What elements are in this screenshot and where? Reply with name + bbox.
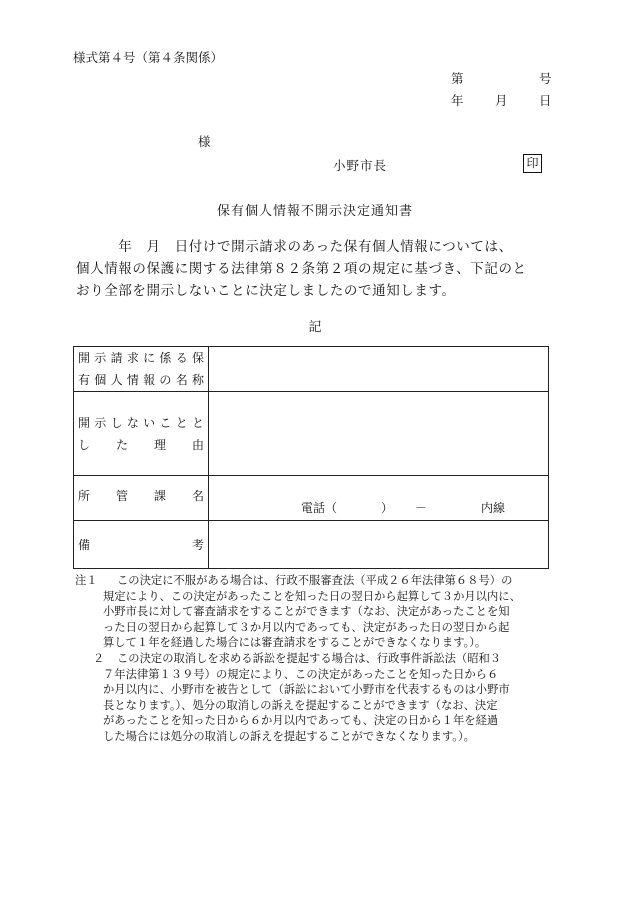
date-month: 月 — [495, 93, 508, 108]
note-item-2 — [75, 651, 565, 745]
note2-line: ７年法律第１３９号）の規定により、この決定があったことを知った日から６ — [103, 667, 499, 681]
label-reason-line2: し た 理 由 — [78, 437, 204, 452]
table-row-reason — [74, 392, 549, 476]
form-number: 様式第４号（第４条関係） — [73, 50, 224, 65]
value-department[interactable] — [209, 476, 549, 521]
body-line-3: おり全部を開示しないことに決定しましたので通知します。 — [76, 283, 456, 299]
phone-line — [209, 481, 548, 516]
label-info-name-line1: 開 示 請 求 に 係 る 保 — [78, 351, 204, 365]
value-reason[interactable] — [209, 392, 549, 476]
note2-line: この決定の取消しを求める訴訟を提起する場合は、行政事件訴訟法（昭和３ — [117, 651, 502, 665]
value-remarks[interactable] — [209, 521, 549, 569]
number-prefix: 第 — [451, 71, 464, 86]
document-title: 保有個人情報不開示決定通知書 — [216, 204, 413, 219]
phone-dash: － — [415, 500, 428, 515]
details-table — [73, 346, 549, 569]
note1-line: 算して１年を経過した場合には審査請求をすることができなくなります。）。 — [103, 636, 487, 650]
value-info-name[interactable] — [209, 347, 549, 392]
notes-section — [75, 573, 565, 745]
document-number-block — [451, 69, 551, 109]
note1-line: った日の翌日から起算して３か月以内であっても、決定があった日の翌日から起 — [103, 620, 510, 634]
label-remarks: 備 考 — [74, 521, 209, 569]
label-reason-line1: 開 示 し な い こ と と — [78, 415, 204, 430]
recipient-suffix: 様 — [198, 134, 211, 149]
note2-number: ２ — [93, 651, 105, 665]
date-day: 日 — [539, 93, 552, 108]
body-line-1: 年 月 日付けで開示請求のあった保有個人情報については、 — [76, 239, 513, 255]
phone-label: 電話（ — [301, 500, 338, 515]
note2-line: か月以内に、小野市を被告として（訴訟において小野市を代表するものは小野市 — [103, 683, 510, 697]
note-prefix: 注１ — [75, 574, 98, 587]
label-info-name — [74, 347, 209, 392]
table-row-remarks — [74, 521, 549, 569]
note1-line: 規定により、この決定があったことを知った日の翌日から起算して３か月以内に、 — [103, 589, 521, 603]
note2-line: した場合には処分の取消しの訴えを提起することができなくなります。）。 — [103, 729, 475, 743]
seal-mark: 印 — [523, 154, 542, 173]
note1-line: この決定に不服がある場合は、行政不服審査法（平成２６年法律第６８号）の — [117, 574, 513, 587]
date-year: 年 — [451, 93, 464, 108]
label-department: 所 管 課 名 — [74, 476, 209, 521]
extension-label: 内線 — [481, 500, 506, 515]
notice-body — [76, 236, 556, 302]
note2-line: があったことを知った日から６か月以内であっても、決定の日から１年を経過 — [103, 714, 499, 728]
number-suffix: 号 — [539, 71, 552, 86]
note1-line: 小野市長に対して審査請求をすることができます（なお、決定があったことを知 — [103, 605, 510, 619]
note2-line: 長となります。）、処分の取消しの訴えを提起することができます（なお、決定 — [103, 698, 498, 712]
label-reason — [74, 392, 209, 476]
phone-close: ） — [381, 500, 394, 515]
ki-heading: 記 — [308, 320, 322, 335]
label-info-name-line2: 有 個 人 情 報 の 名 称 — [78, 373, 204, 387]
table-row-department — [74, 476, 549, 521]
issuer-name: 小野市長 — [333, 158, 388, 173]
body-line-2: 個人情報の保護に関する法律第８２条第２項の規定に基づき、下記のと — [76, 261, 527, 277]
table-row-info-name — [74, 347, 549, 392]
note-item-1 — [75, 573, 565, 651]
